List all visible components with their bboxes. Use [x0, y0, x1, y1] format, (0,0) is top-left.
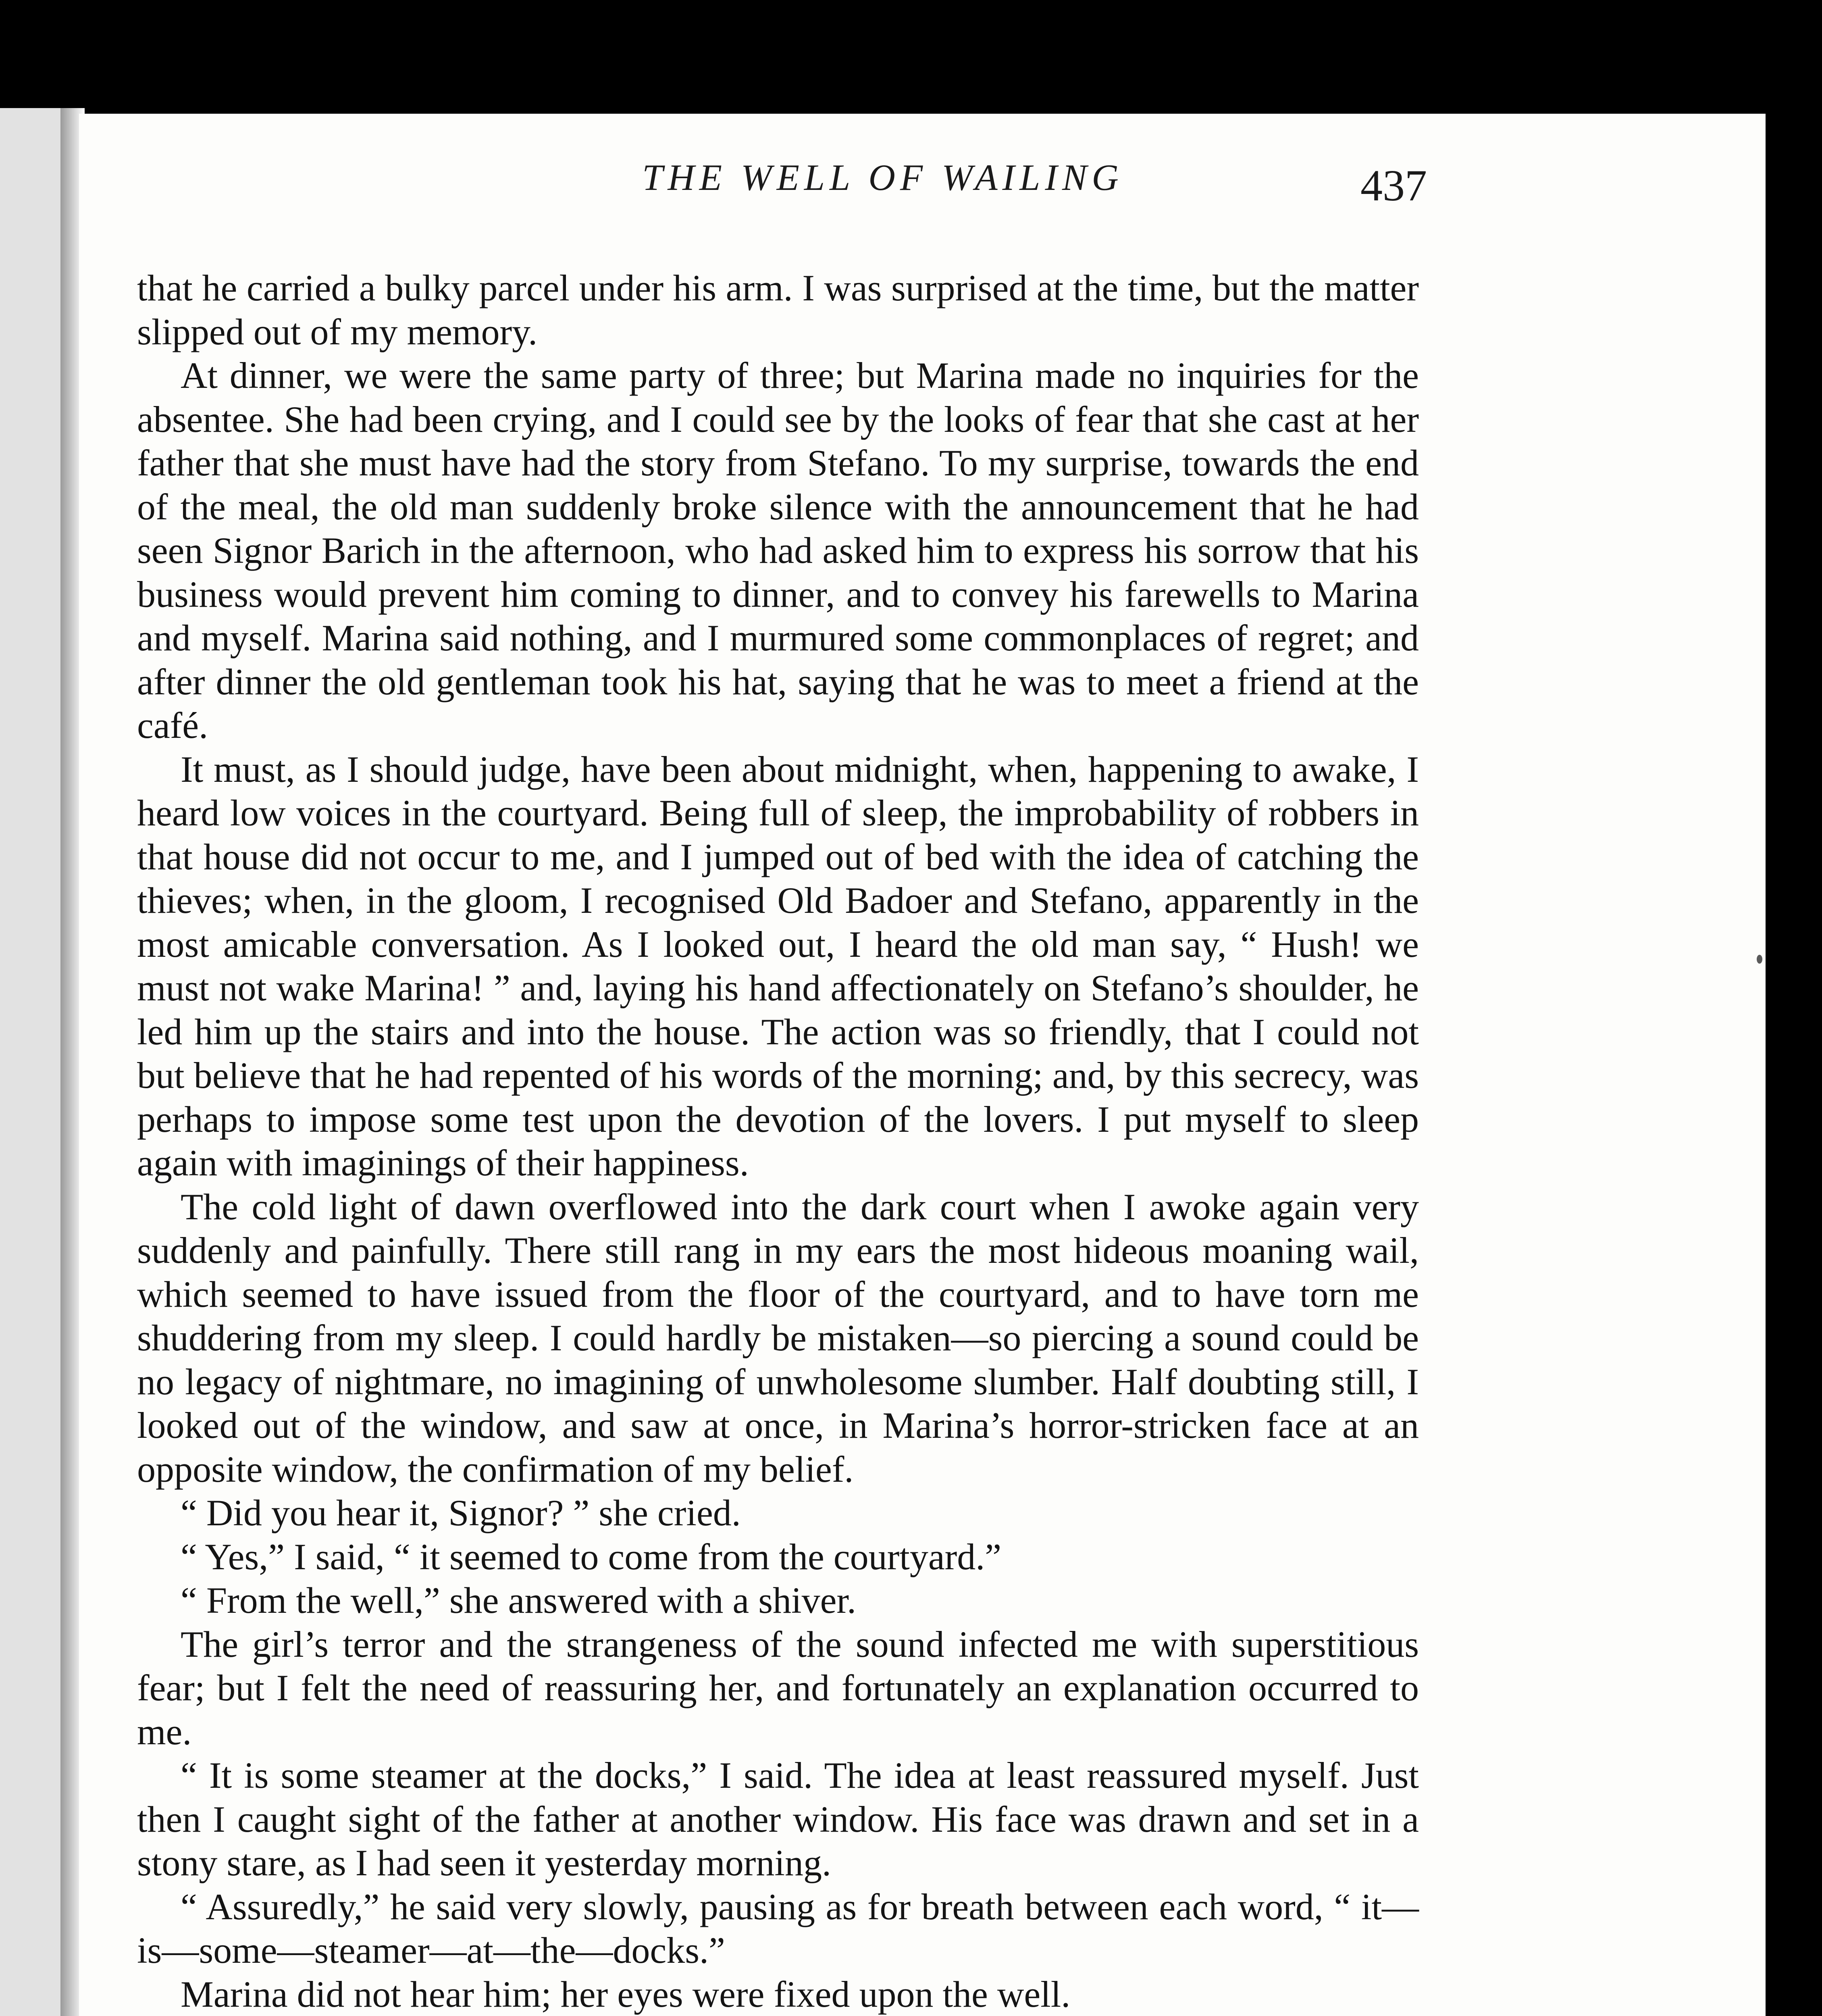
paragraph: “ Yes,” I said, “ it seemed to come from the courtyard.”: [181, 1536, 1002, 1577]
ink-speck: [1757, 955, 1762, 964]
paragraph: At dinner, we were the same party of three; but Marina made no inquiries for the absentee. She had been crying, and I could see by the looks of fear that she cast at her father that she must have had the story from Stefano. To my surprise, towards the end of the meal, the old man suddenly broke silence with the announcement that he had seen Signor Barich in the afternoon, who had asked him to express his sorrow that his business would prevent him coming to dinner, and to convey his farewells to Marina and myself. Marina said nothing, and I murmured some commonplaces of regret; and after dinner the old gentleman took his hat, saying that he was to meet a friend at the café.: [137, 355, 1419, 746]
paragraph: The girl’s terror and the strangeness of the sound infected me with superstitious fear; but I felt the need of reassuring her, and fortunately an explanation occurred to me.: [137, 1623, 1419, 1752]
page-number: 437: [1360, 161, 1427, 210]
body-text: [137, 266, 1419, 2016]
paragraph: “ From the well,” she answered with a shiver.: [181, 1580, 856, 1621]
paragraph: The cold light of dawn overflowed into the dark court when I awoke again very suddenly and painfully. There still rang in my ears the most hideous moaning wail, which seemed to have issued from the floor of the courtyard, and to have torn me shuddering from my sleep. I could hardly be mistaken—so piercing a sound could be no legacy of nightmare, no imagining of unwholesome slumber. Half doubting still, I looked out of the window, and saw at once, in Marina’s horror-stricken face at an opposite window, the confirmation of my belief.: [137, 1186, 1419, 1490]
paragraph: Marina did not hear him; her eyes were fixed upon the well.: [181, 1973, 1071, 2015]
paragraph: that he carried a bulky parcel under his arm. I was surprised at the time, but the matter slipped out of my memory.: [137, 267, 1419, 352]
running-title: THE WELL OF WAILING: [642, 157, 1123, 198]
paragraph: It must, as I should judge, have been about midnight, when, happening to awake, I heard low voices in the courtyard. Being full of sleep, the improbability of robbers in that house did not occur to me, and I jumped out of bed with the idea of catching the thieves; when, in the gloom, I recognised Old Badoer and Stefano, apparently in the most amicable conversation. As I looked out, I heard the old man say, “ Hush! we must not wake Marina! ” and, laying his hand affectionately on Stefano’s shoulder, he led him up the stairs and into the house. The action was so friendly, that I could not but believe that he had repented of his words of the morning; and, by this secrecy, was perhaps to impose some test upon the devotion of the lovers. I put myself to sleep again with imaginings of their happiness.: [137, 748, 1419, 1183]
paragraph: “ Assuredly,” he said very slowly, pausing as for breath between each word, “ it—is—some—steamer—at—the—docks.”: [137, 1886, 1419, 1971]
paragraph: “ Did you hear it, Signor? ” she cried.: [181, 1492, 741, 1533]
paragraph: “ It is some steamer at the docks,” I said. The idea at least reassured myself. Just then I caught sight of the father at another window. His face was drawn and set in a stony stare, as I had seen it yesterday morning.: [137, 1755, 1419, 1883]
running-head: [137, 137, 1427, 218]
